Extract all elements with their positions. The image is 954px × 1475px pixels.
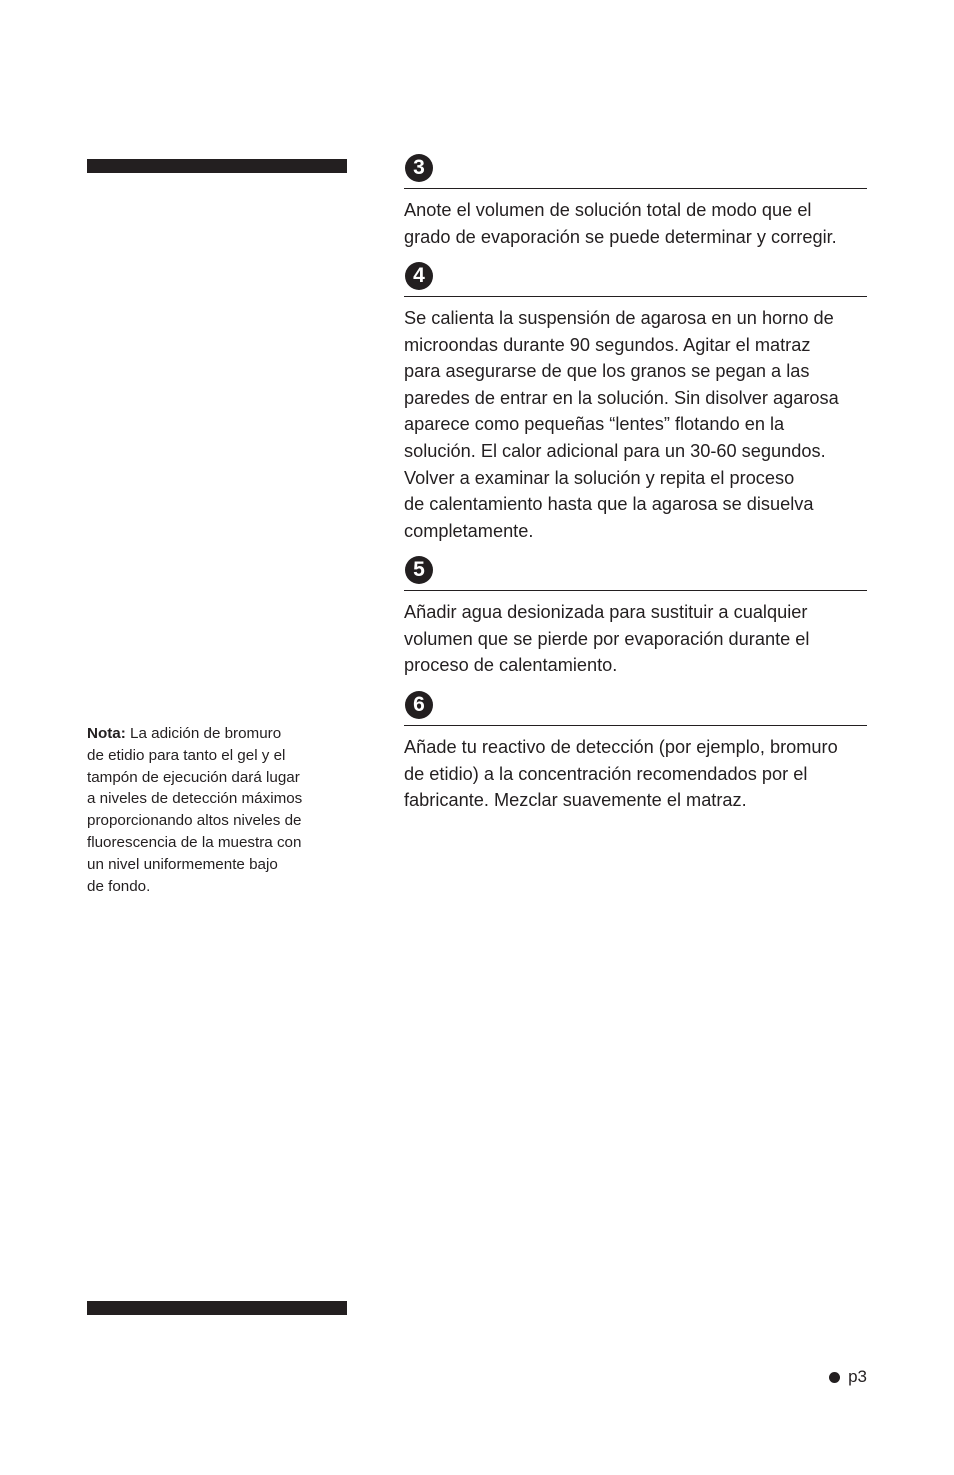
step-header	[404, 556, 867, 591]
step-text: Añadir agua desionizada para sustituir a cualquier volumen que se pierde por evaporación durante el proceso de calentamiento.	[404, 602, 810, 676]
bottom-rule-bar	[87, 1301, 347, 1315]
bullet-dot-icon	[829, 1372, 840, 1383]
step-4	[404, 262, 867, 544]
step-header	[404, 691, 867, 726]
step-3	[404, 154, 867, 250]
step-text: Añade tu reactivo de detección (por ejemplo, bromuro de etidio) a la concentración recomendados por el fabricante. Mezclar suavemente el matraz.	[404, 737, 838, 811]
step-number-3-icon: 3	[405, 154, 433, 182]
step-number-6-icon: 6	[405, 691, 433, 719]
step-5	[404, 556, 867, 679]
top-rule-bar	[87, 159, 347, 173]
note-text: La adición de bromuro de etidio para tanto el gel y el tampón de ejecución dará lugar a niveles de detección máximos proporcionando altos niveles de fluorescencia de la muestra con un nivel uniformemente bajo de fondo.	[87, 725, 303, 895]
step-header	[404, 154, 867, 189]
step-number-5-icon: 5	[405, 556, 433, 584]
step-header	[404, 262, 867, 297]
step-text: Anote el volumen de solución total de modo que el grado de evaporación se puede determinar y corregir.	[404, 200, 837, 247]
step-text: Se calienta la suspensión de agarosa en un horno de microondas durante 90 segundos. Agitar el matraz para asegurarse de que los granos se pegan a las paredes de entrar en la solución. Sin disolver agarosa aparece como pequeñas “lentes” flotando en la solución. El calor adicional para un 30-60 segundos. Volver a examinar la solución y repita el proceso de calentamiento hasta que la agarosa se disuelva completamente.	[404, 308, 839, 541]
step-number-4-icon: 4	[405, 262, 433, 290]
step-6	[404, 691, 867, 814]
side-note	[87, 723, 337, 897]
page-number-label: p3	[848, 1367, 867, 1386]
page-number	[829, 1366, 867, 1388]
note-label: Nota:	[87, 725, 126, 742]
